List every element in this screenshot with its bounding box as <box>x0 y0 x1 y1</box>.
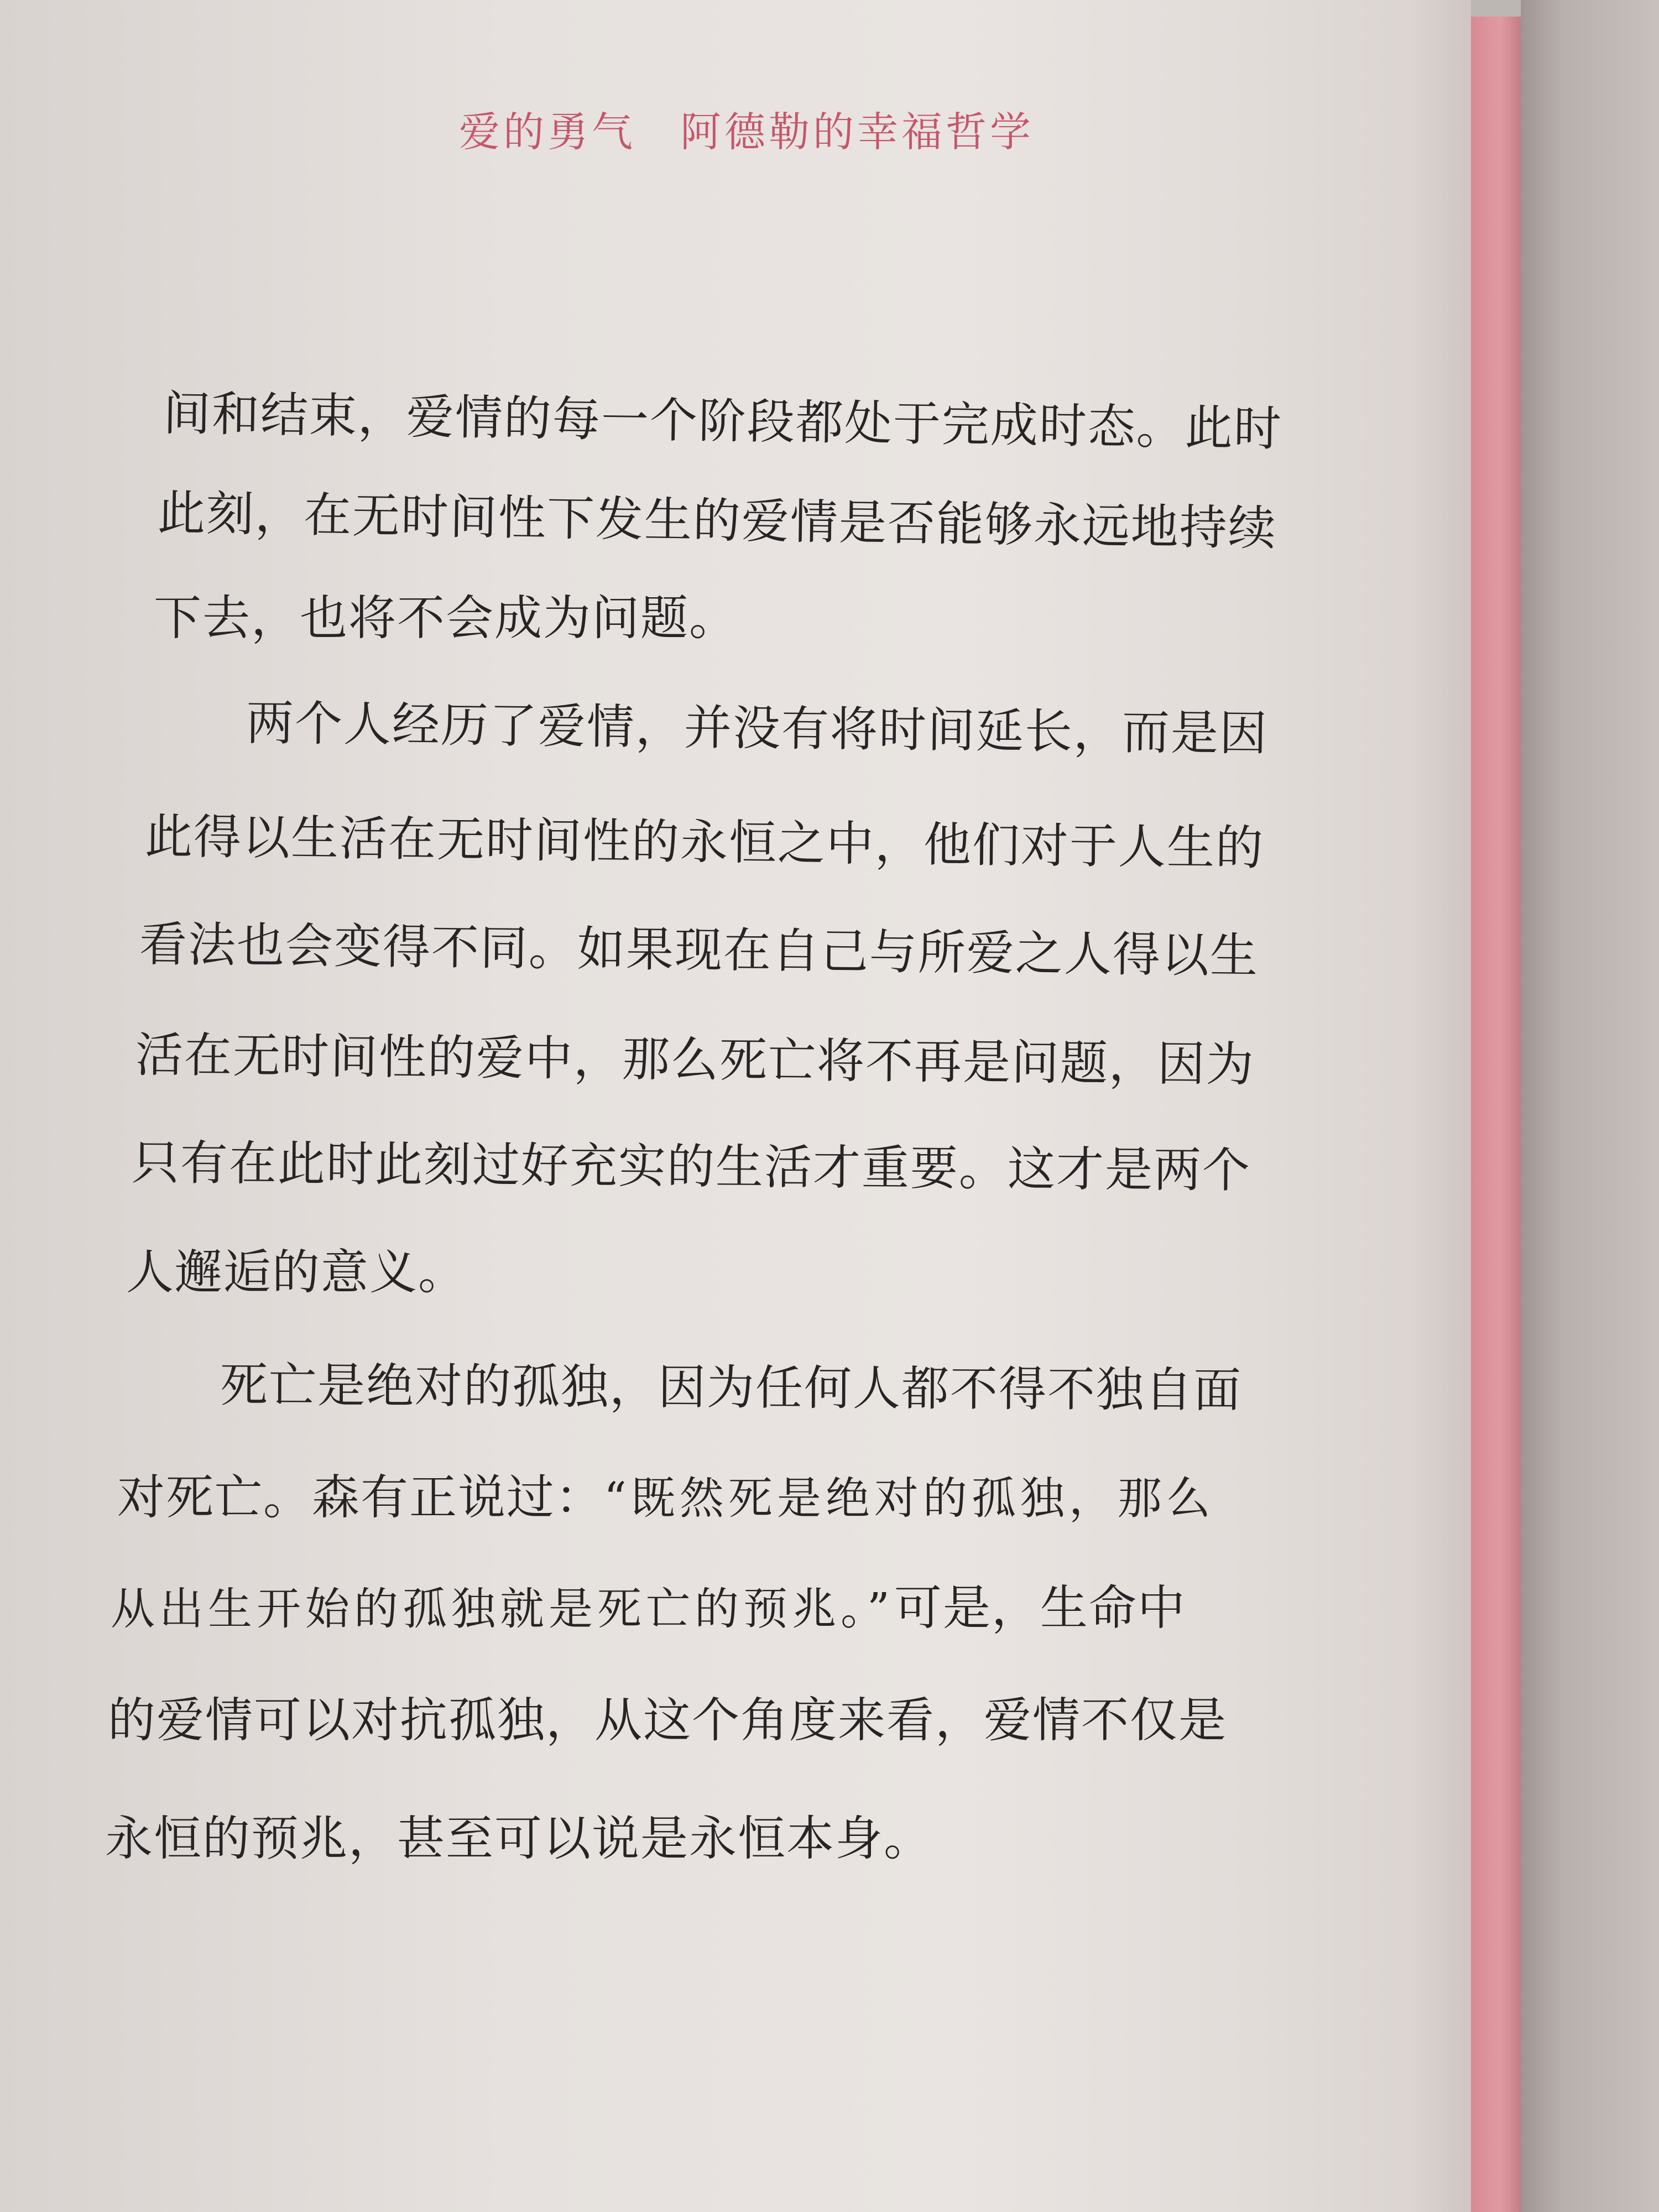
paragraph-2-line-2: 此得以生活在无时间性的永恒之中，他们对于人生的 <box>144 809 1265 877</box>
paragraph-2-line-4: 活在无时间性的爱中，那么死亡将不再是问题，因为 <box>135 1027 1255 1093</box>
paragraph-3-line-3 <box>111 1580 1186 1636</box>
paragraph-2-line-3: 看法也会变得不同。如果现在自己与所爱之人得以生 <box>139 917 1259 984</box>
book-cover-edge <box>1471 17 1521 2212</box>
paragraph-1-line-2: 此刻，在无时间性下发生的爱情是否能够永远地持续 <box>157 486 1277 557</box>
paragraph-2-line-5: 只有在此时此刻过好充实的生活才重要。这才是两个 <box>131 1135 1251 1199</box>
paragraph-2-line-1: 两个人经历了爱情，并没有将时间延长，而是因 <box>246 696 1269 762</box>
paragraph-3-line-4: 的爱情可以对抗孤独，从这个角度来看，爱情不仅是 <box>108 1693 1227 1748</box>
quotation-end: 从出生开始的孤独就是死亡的预兆。” <box>111 1583 894 1635</box>
paragraph-3-line-2-text: 对死亡。森有正说过： <box>117 1470 604 1525</box>
adjacent-page <box>1521 0 1659 2212</box>
paragraph-1-line-1: 间和结束，爱情的每一个阶段都处于完成时态。此时 <box>163 386 1283 457</box>
paragraph-3-line-5: 永恒的预兆，甚至可以说是永恒本身。 <box>105 1811 932 1866</box>
paragraph-3-line-1: 死亡是绝对的孤独，因为任何人都不得不独自面 <box>220 1358 1243 1418</box>
paragraph-2-line-6: 人邂逅的意义。 <box>126 1245 467 1300</box>
page-gutter-shadow <box>1410 0 1471 2212</box>
paragraph-3-line-2 <box>117 1470 1215 1525</box>
paragraph-3-line-3-text: 可是，生命中 <box>894 1580 1186 1636</box>
quotation-start: “既然死是绝对的孤独，那么 <box>604 1473 1215 1524</box>
book-subtitle: 阿德勒的幸福哲学 <box>680 108 1034 156</box>
book-title: 爱的勇气 <box>459 108 636 156</box>
paragraph-1-line-3: 下去，也将不会成为问题。 <box>154 591 738 646</box>
